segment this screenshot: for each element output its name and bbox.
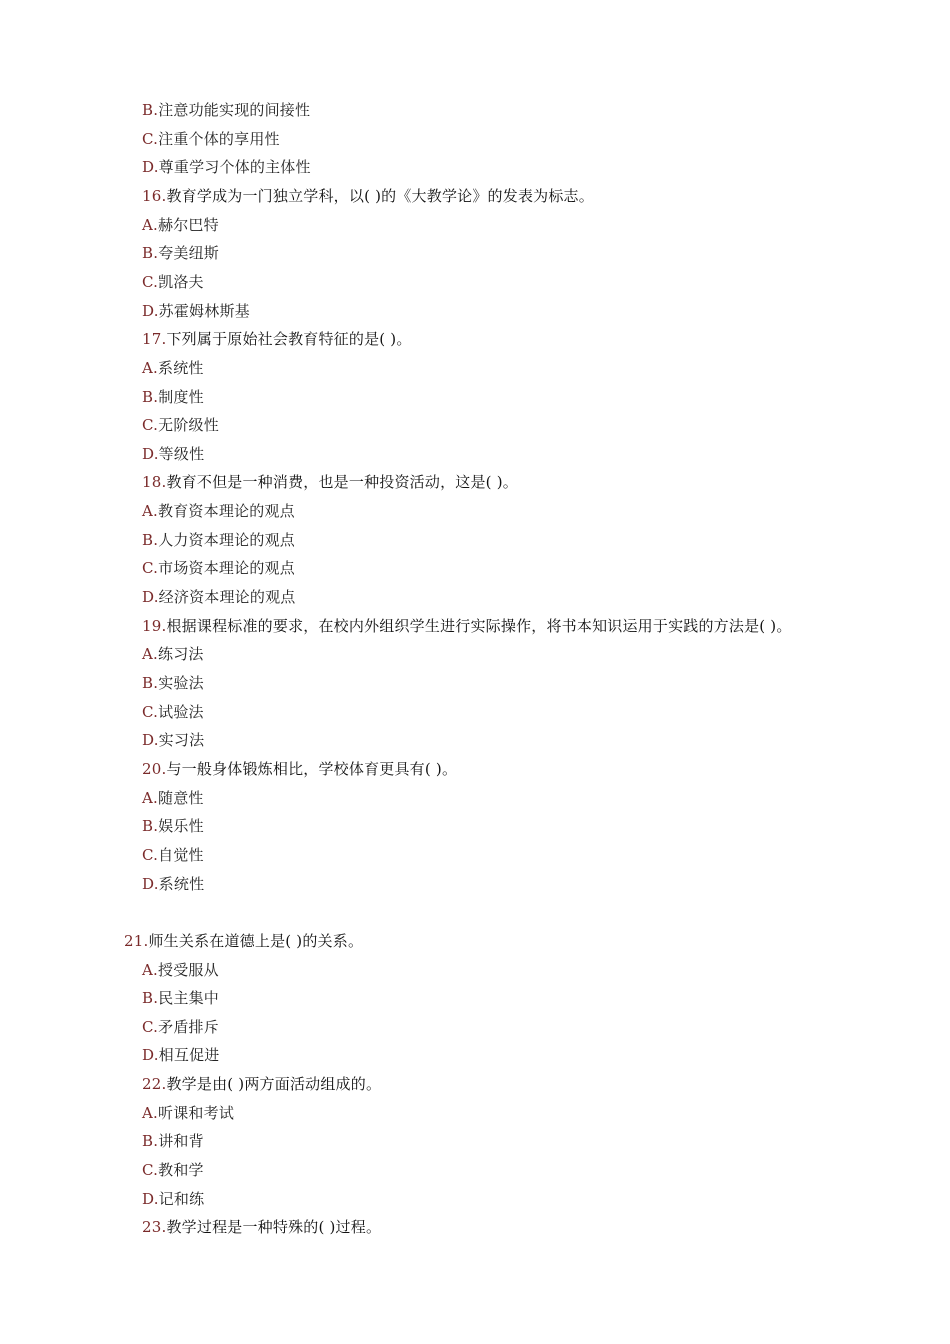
option-text: 讲和背 [158, 1132, 204, 1150]
option-line [142, 698, 204, 726]
option-line [142, 812, 204, 840]
option-line [142, 268, 204, 296]
option-letter: A. [142, 645, 159, 663]
question-number: 17. [142, 330, 167, 348]
option-letter: C. [142, 559, 159, 577]
option-letter: C. [142, 1161, 159, 1179]
question-number: 19. [142, 617, 167, 635]
option-text: 系统性 [158, 875, 205, 893]
question-number: 21. [124, 932, 149, 950]
option-line [142, 1013, 219, 1041]
option-line [142, 669, 204, 697]
option-text: 夸美纽斯 [158, 244, 220, 262]
option-line [142, 211, 219, 239]
question-line [142, 755, 457, 783]
option-text: 试验法 [158, 703, 204, 721]
question-text: 与一般身体锻炼相比，学校体育更具有( )。 [166, 760, 458, 778]
question-text: 教育学成为一门独立学科，以( )的《大教学论》的发表为标志。 [166, 187, 594, 205]
option-text: 注重个体的享用性 [158, 130, 280, 148]
option-text: 自觉性 [158, 846, 204, 864]
option-text: 无阶级性 [158, 416, 219, 434]
option-line [142, 153, 311, 181]
option-letter: D. [142, 588, 159, 606]
question-line [142, 1070, 381, 1098]
option-text: 人力资本理论的观点 [158, 531, 296, 549]
option-letter: D. [142, 158, 159, 176]
option-letter: D. [142, 875, 159, 893]
option-text: 记和练 [158, 1190, 205, 1208]
option-letter: B. [142, 817, 159, 835]
option-letter: D. [142, 445, 159, 463]
option-letter: C. [142, 846, 159, 864]
option-line [142, 870, 204, 898]
option-letter: A. [142, 961, 159, 979]
option-text: 尊重学习个体的主体性 [158, 158, 311, 176]
option-letter: C. [142, 273, 159, 291]
option-text: 市场资本理论的观点 [158, 559, 295, 577]
option-text: 听课和考试 [158, 1104, 235, 1122]
option-text: 练习法 [158, 645, 204, 663]
option-letter: C. [142, 703, 159, 721]
question-number: 23. [142, 1218, 167, 1236]
question-text: 师生关系在道德上是( )的关系。 [148, 932, 364, 950]
option-text: 等级性 [158, 445, 205, 463]
option-letter: B. [142, 989, 159, 1007]
option-text: 经济资本理论的观点 [158, 588, 296, 606]
question-text: 下列属于原始社会教育特征的是( )。 [166, 330, 412, 348]
option-line [142, 554, 295, 582]
question-line [142, 612, 792, 640]
question-text: 教学是由( )两方面活动组成的。 [166, 1075, 382, 1093]
option-line [142, 1156, 204, 1184]
option-text: 实习法 [158, 731, 205, 749]
option-line [142, 1099, 234, 1127]
option-line [142, 440, 204, 468]
option-line [142, 726, 204, 754]
option-letter: A. [142, 789, 159, 807]
option-text: 相互促进 [158, 1046, 220, 1064]
option-letter: C. [142, 1018, 159, 1036]
question-number: 16. [142, 187, 167, 205]
option-letter: A. [142, 502, 159, 520]
option-text: 凯洛夫 [158, 273, 204, 291]
option-letter: B. [142, 1132, 159, 1150]
option-letter: D. [142, 302, 159, 320]
option-line [142, 956, 219, 984]
option-line [142, 1127, 204, 1155]
option-line [142, 354, 204, 382]
option-text: 制度性 [158, 388, 204, 406]
option-text: 赫尔巴特 [158, 216, 219, 234]
question-line [142, 468, 518, 496]
option-line [142, 1041, 219, 1069]
option-text: 教和学 [158, 1161, 204, 1179]
option-line [142, 526, 295, 554]
question-number: 18. [142, 473, 167, 491]
option-text: 随意性 [158, 789, 204, 807]
question-text: 教学过程是一种特殊的( )过程。 [166, 1218, 382, 1236]
option-text: 娱乐性 [158, 817, 204, 835]
option-letter: D. [142, 1046, 159, 1064]
option-letter: B. [142, 531, 159, 549]
question-text: 教育不但是一种消费，也是一种投资活动，这是( )。 [166, 473, 518, 491]
option-letter: D. [142, 1190, 159, 1208]
option-line [142, 1185, 204, 1213]
option-text: 授受服从 [158, 961, 219, 979]
option-letter: B. [142, 244, 159, 262]
question-number: 22. [142, 1075, 167, 1093]
option-text: 矛盾排斥 [158, 1018, 219, 1036]
option-text: 实验法 [158, 674, 204, 692]
option-line [142, 96, 310, 124]
option-line [142, 984, 219, 1012]
question-line [142, 1213, 381, 1241]
option-letter: A. [142, 216, 159, 234]
question-number: 20. [142, 760, 167, 778]
question-line [142, 325, 412, 353]
option-line [142, 497, 295, 525]
option-line [142, 841, 204, 869]
question-line [124, 927, 363, 955]
option-letter: C. [142, 130, 159, 148]
option-text: 注意功能实现的间接性 [158, 101, 311, 119]
option-letter: B. [142, 388, 159, 406]
option-line [142, 784, 204, 812]
option-text: 教育资本理论的观点 [158, 502, 295, 520]
question-text: 根据课程标准的要求，在校内外组织学生进行实际操作，将书本知识运用于实践的方法是( )。 [166, 617, 792, 635]
option-line [142, 640, 204, 668]
option-letter: B. [142, 101, 159, 119]
option-line [142, 239, 219, 267]
option-text: 苏霍姆林斯基 [158, 302, 250, 320]
option-letter: D. [142, 731, 159, 749]
option-letter: A. [142, 359, 159, 377]
option-line [142, 383, 204, 411]
question-line [142, 182, 594, 210]
option-text: 系统性 [158, 359, 204, 377]
option-line [142, 583, 295, 611]
option-text: 民主集中 [158, 989, 220, 1007]
option-letter: B. [142, 674, 159, 692]
option-line [142, 125, 280, 153]
option-letter: C. [142, 416, 159, 434]
option-line [142, 297, 250, 325]
option-line [142, 411, 219, 439]
option-letter: A. [142, 1104, 159, 1122]
